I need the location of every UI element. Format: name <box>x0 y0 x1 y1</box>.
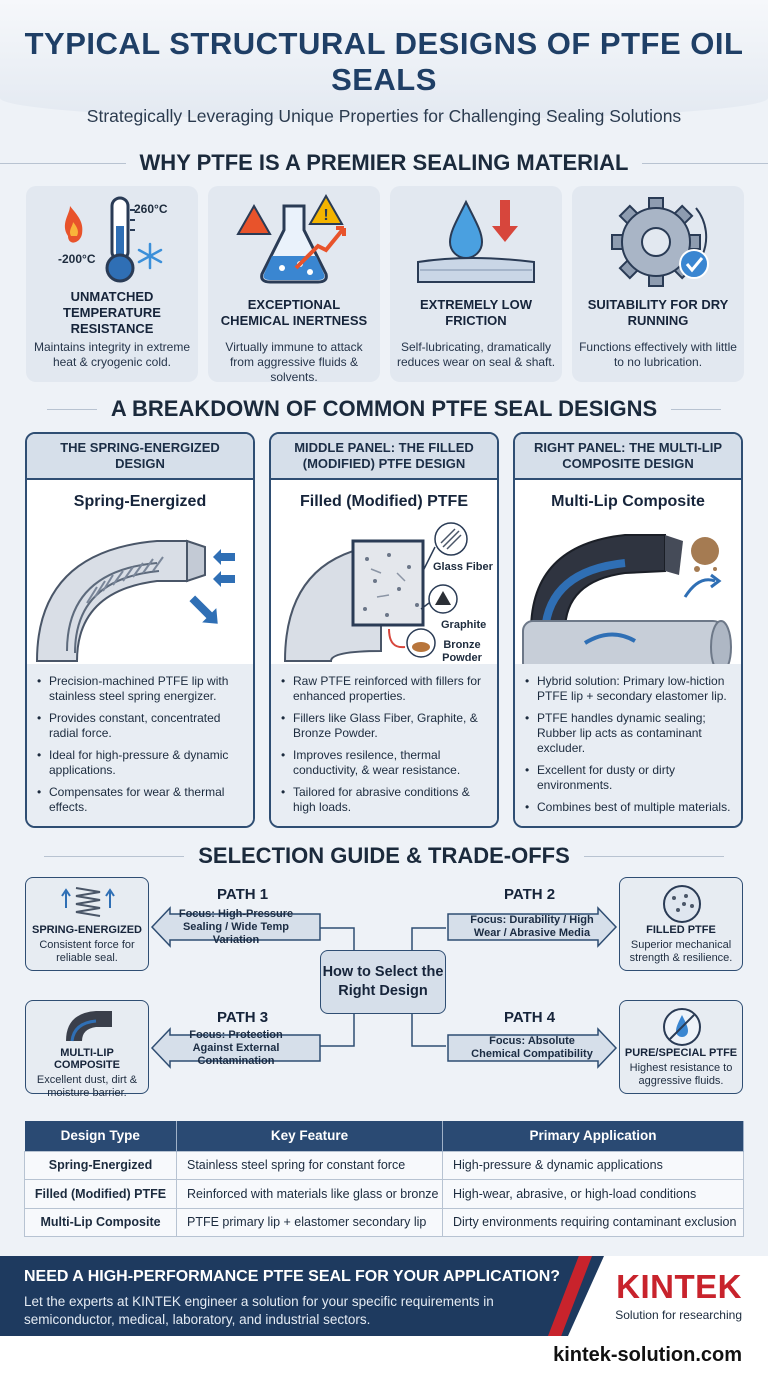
table-row <box>25 1151 744 1180</box>
table-cell: High-wear, abrasive, or high-load conditions <box>443 1180 744 1209</box>
guide-heading: SELECTION GUIDE & TRADE-OFFS <box>0 843 768 869</box>
page-subtitle: Strategically Leveraging Unique Properties for Challenging Sealing Solutions <box>86 106 682 126</box>
temp-low-label: -200°C <box>58 252 96 266</box>
designs-heading: A BREAKDOWN OF COMMON PTFE SEAL DESIGNS <box>0 396 768 422</box>
panel-name: Filled (Modified) PTFE <box>300 493 468 510</box>
path-focus-text: Focus: High-Pressure Sealing / Wide Temp Variation <box>178 907 294 946</box>
card-desc: Self-lubricating, dramatically reduces wear on seal & shaft. <box>396 340 556 369</box>
card-desc: Functions effectively with little to no lubrication. <box>579 340 737 369</box>
path-card-title: PURE/SPECIAL PTFE <box>624 1047 738 1059</box>
table-cell: Stainless steel spring for constant force <box>177 1151 443 1180</box>
path-focus-text: Focus: Durability / High Wear / Abrasive Media <box>470 914 594 939</box>
droplet-circle-icon <box>620 1001 742 1047</box>
panel-header: MIDDLE PANEL: THE FILLED (MODIFIED) PTFE DESIGN <box>271 434 497 480</box>
card-title: UNMATCHED TEMPERATURE RESISTANCE <box>63 289 161 336</box>
bullet: • Ideal for high-pressure & dynamic applications. <box>37 748 245 778</box>
svg-text:!: ! <box>323 207 329 224</box>
bullet: • Improves resilence, thermal conductivity, & wear resistance. <box>281 748 489 778</box>
path-card-filled <box>619 877 743 971</box>
bullet: • Provides constant, concentrated radial force. <box>37 711 245 741</box>
path-1-arrow <box>150 906 322 948</box>
table-cell: Dirty environments requiring contaminant exclusion <box>443 1208 744 1237</box>
path-card-desc: Consistent force for reliable seal. <box>39 939 135 964</box>
table-cell: Reinforced with materials like glass or bronze <box>177 1180 443 1209</box>
panel-name: Multi-Lip Composite <box>551 493 705 510</box>
panel-name: Spring-Energized <box>73 493 207 510</box>
bullet: • Combines best of multiple materials. <box>525 800 733 815</box>
path-card-spring <box>25 877 149 971</box>
table-header-row <box>25 1121 744 1151</box>
card-title: SUITABILITY FOR DRY RUNNING <box>587 297 729 328</box>
path-card-multilip <box>25 1000 149 1099</box>
brand-tagline: Solution for researching <box>615 1308 742 1322</box>
path-3-arrow <box>150 1027 322 1069</box>
column-header: Primary Application <box>443 1121 744 1151</box>
table-row <box>25 1208 744 1237</box>
filled-disc-icon <box>620 878 742 924</box>
panel-header: RIGHT PANEL: THE MULTI-LIP COMPOSITE DESIGN <box>515 434 741 480</box>
bullet: • Fillers like Glass Fiber, Graphite, & Bronze Powder. <box>281 711 489 741</box>
page-title: TYPICAL STRUCTURAL DESIGNS OF PTFE OIL SEALS <box>24 26 744 97</box>
bullet: • Compensates for wear & thermal effects. <box>37 785 245 815</box>
path-card-desc: Highest resistance to aggressive fluids. <box>629 1062 733 1087</box>
bullet: • PTFE handles dynamic sealing; Rubber lip acts as contaminant excluder. <box>525 711 733 756</box>
filler-label: Glass Fiber <box>433 561 493 573</box>
bullet: • Excellent for dusty or dirty environments. <box>525 763 733 793</box>
path-label: PATH 2 <box>504 886 556 903</box>
footer-banner <box>0 1256 768 1376</box>
card-desc: Maintains integrity in extreme heat & cryogenic cold. <box>33 340 191 369</box>
card-title: EXTREMELY LOW FRICTION <box>420 297 532 328</box>
path-2-arrow <box>446 906 618 948</box>
bullet: • Raw PTFE reinforced with fillers for enhanced properties. <box>281 674 489 704</box>
path-focus-text: Focus: Absolute Chemical Compatibility <box>471 1035 593 1060</box>
path-card-title: FILLED PTFE <box>646 924 716 936</box>
comparison-table <box>24 1121 744 1237</box>
path-card-title: MULTI-LIP COMPOSITE <box>53 1047 120 1071</box>
spring-icon <box>26 878 148 924</box>
temp-high-label: 260°C <box>134 202 168 216</box>
why-heading: WHY PTFE IS A PREMIER SEALING MATERIAL <box>0 150 768 176</box>
selection-center-box: How to Select the Right Design <box>320 950 446 1014</box>
multi-lip-icon <box>26 1001 148 1047</box>
bullet: • Hybrid solution: Primary low-hiction PTFE lip + secondary elastomer lip. <box>525 674 733 704</box>
table-row <box>25 1180 744 1209</box>
table-cell: High-pressure & dynamic applications <box>443 1151 744 1180</box>
filler-label: Graphite <box>441 619 487 631</box>
table-cell: Filled (Modified) PTFE <box>25 1180 177 1209</box>
path-card-desc: Excellent dust, dirt & moisture barrier. <box>36 1074 138 1099</box>
panel-header: THE SPRING-ENERGIZED DESIGN <box>27 434 253 480</box>
card-desc: Virtually immune to attack from aggressive fluids & solvents. <box>225 340 363 384</box>
path-focus-text: Focus: Protection Against External Contamination <box>189 1028 283 1067</box>
path-label: PATH 4 <box>504 1009 556 1026</box>
path-4-arrow <box>446 1027 618 1069</box>
column-header: Design Type <box>25 1121 177 1151</box>
table-cell: Spring-Energized <box>25 1151 177 1180</box>
footer-cta: NEED A HIGH-PERFORMANCE PTFE SEAL FOR YOUR APPLICATION? <box>24 1268 561 1285</box>
path-card-pure <box>619 1000 743 1094</box>
path-card-title: SPRING-ENERGIZED <box>31 924 142 936</box>
footer-message: Let the experts at KINTEK engineer a solution for your specific requirements in semiconductor, medical, laboratory, and industrial sectors. <box>24 1294 494 1327</box>
table-cell: PTFE primary lip + elastomer secondary lip <box>177 1208 443 1237</box>
column-header: Key Feature <box>177 1121 443 1151</box>
filler-label: Bronze Powder <box>442 639 482 664</box>
bullet: • Precision-machined PTFE lip with stainless steel spring energizer. <box>37 674 245 704</box>
path-label: PATH 1 <box>217 886 269 903</box>
kintek-logo: KINTEK <box>616 1268 742 1305</box>
table-cell: Multi-Lip Composite <box>25 1208 177 1237</box>
website-link[interactable]: kintek-solution.com <box>553 1344 742 1366</box>
path-card-desc: Superior mechanical strength & resilience. <box>629 939 733 964</box>
card-title: EXCEPTIONAL CHEMICAL INERTNESS <box>220 297 368 328</box>
bullet: • Tailored for abrasive conditions & high loads. <box>281 785 489 815</box>
path-label: PATH 3 <box>217 1009 269 1026</box>
